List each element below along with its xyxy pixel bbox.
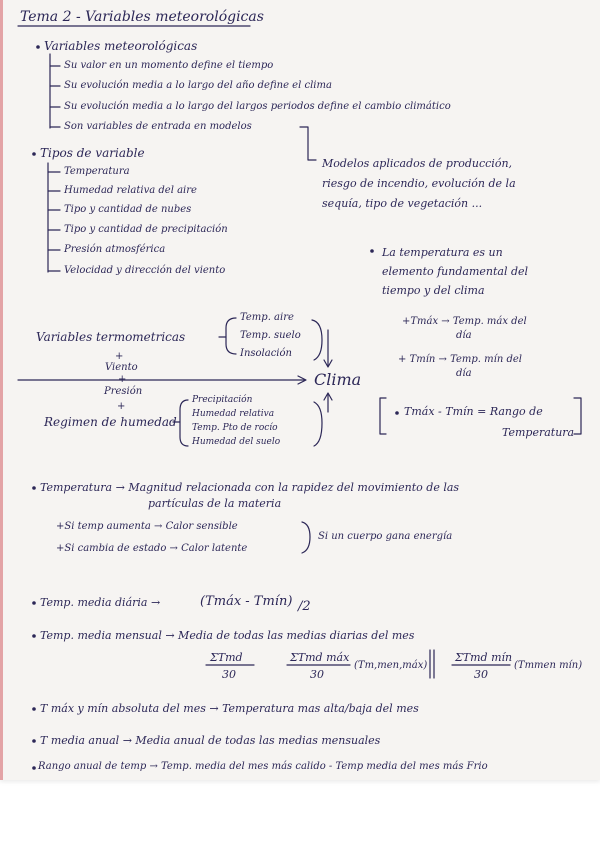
section-heading-tipos: Tipos de variable — [40, 146, 145, 160]
termometricas-item: Temp. aire — [240, 312, 294, 323]
fraction-note: (Tm,men,máx) — [354, 660, 428, 671]
humedad-item: Temp. Pto de rocío — [192, 423, 278, 433]
fraction-num: ΣTmd mín — [455, 651, 513, 664]
list-item: Presión atmosférica — [64, 244, 166, 255]
fraction-note: (Tmmen mín) — [514, 660, 583, 671]
tmax-note-dia: día — [456, 330, 472, 341]
temp-media-diaria-label: Temp. media diária → — [40, 596, 161, 609]
temperatura-def: Temperatura → Magnitud relacionada con la rapidez del movimiento de las — [40, 481, 460, 494]
modelos-note: Modelos aplicados de producción, riesgo de incendio, evolución de la sequía, tipo de vegetación ... — [322, 157, 516, 210]
list-item: Tipo y cantidad de precipitación — [64, 224, 228, 235]
calor-latente: +Si cambia de estado → Calor latente — [56, 543, 248, 554]
humedad-item: Humedad relativa — [192, 409, 275, 419]
tmin-note-dia: día — [456, 368, 472, 379]
humedad-label: Regimen de humedad — [44, 415, 177, 429]
list-item: Su evolución media a lo largo del largos periodos define el cambio climático — [64, 101, 451, 112]
fraction-num: ΣTmd — [210, 651, 243, 664]
temp-media-mensual: Temp. media mensual → Media de todas las medias diarias del mes — [40, 629, 415, 642]
list-item: Velocidad y dirección del viento — [64, 265, 226, 276]
list-item: Tipo y cantidad de nubes — [64, 204, 192, 215]
bottom-line: Rango anual de temp → Temp. media del mes más calido - Temp media del mes más Frio — [38, 761, 488, 772]
tmax-note: +Tmáx → Temp. máx del — [402, 316, 527, 327]
plus-sign: + — [118, 374, 127, 385]
bottom-line: T media anual → Media anual de todas las medias mensuales — [40, 734, 381, 747]
fraction-den: 30 — [222, 668, 236, 681]
list-item: Su evolución media a lo largo del año define el clima — [64, 80, 332, 91]
fraction-num: ΣTmd máx — [290, 651, 350, 664]
rango-note-temperatura: Temperatura — [502, 426, 575, 439]
rango-note: Tmáx - Tmín = Rango de — [404, 405, 543, 418]
formula-diaria: (Tmáx - Tmín) — [200, 594, 293, 609]
fraction-den: 30 — [474, 668, 488, 681]
clima-label: Clima — [314, 370, 362, 389]
list-item: Temperatura — [64, 166, 130, 177]
fraction-den: 30 — [310, 668, 324, 681]
termometricas-item: Temp. suelo — [240, 330, 301, 341]
plus-sign: + — [115, 351, 124, 362]
plus-sign: + — [117, 401, 126, 412]
bottom-line: T máx y mín absoluta del mes → Temperatura mas alta/baja del mes — [40, 702, 419, 715]
viento-label: Viento — [105, 362, 138, 373]
formula-diaria-div: /2 — [298, 599, 311, 614]
list-item: Son variables de entrada en modelos — [64, 121, 252, 132]
temperatura-def-cont: partículas de la materia — [148, 497, 282, 510]
humedad-item: Precipitación — [192, 395, 253, 405]
termometricas-label: Variables termometricas — [36, 330, 186, 344]
temperatura-note: La temperatura es un elemento fundamental del tiempo y del clima — [382, 246, 529, 297]
tmin-note: + Tmín → Temp. mín del — [398, 354, 522, 365]
list-item: Su valor en un momento define el tiempo — [64, 60, 274, 71]
presion-label: Presión — [104, 386, 143, 397]
page-title: Tema 2 - Variables meteorológicas — [20, 9, 264, 25]
calor-sensible: +Si temp aumenta → Calor sensible — [56, 521, 238, 532]
section-heading-variables: Variables meteorológicas — [44, 39, 198, 53]
energia-note: Si un cuerpo gana energía — [318, 531, 453, 542]
termometricas-item: Insolación — [240, 348, 292, 359]
humedad-item: Humedad del suelo — [192, 437, 281, 447]
list-item: Humedad relativa del aire — [64, 185, 197, 196]
